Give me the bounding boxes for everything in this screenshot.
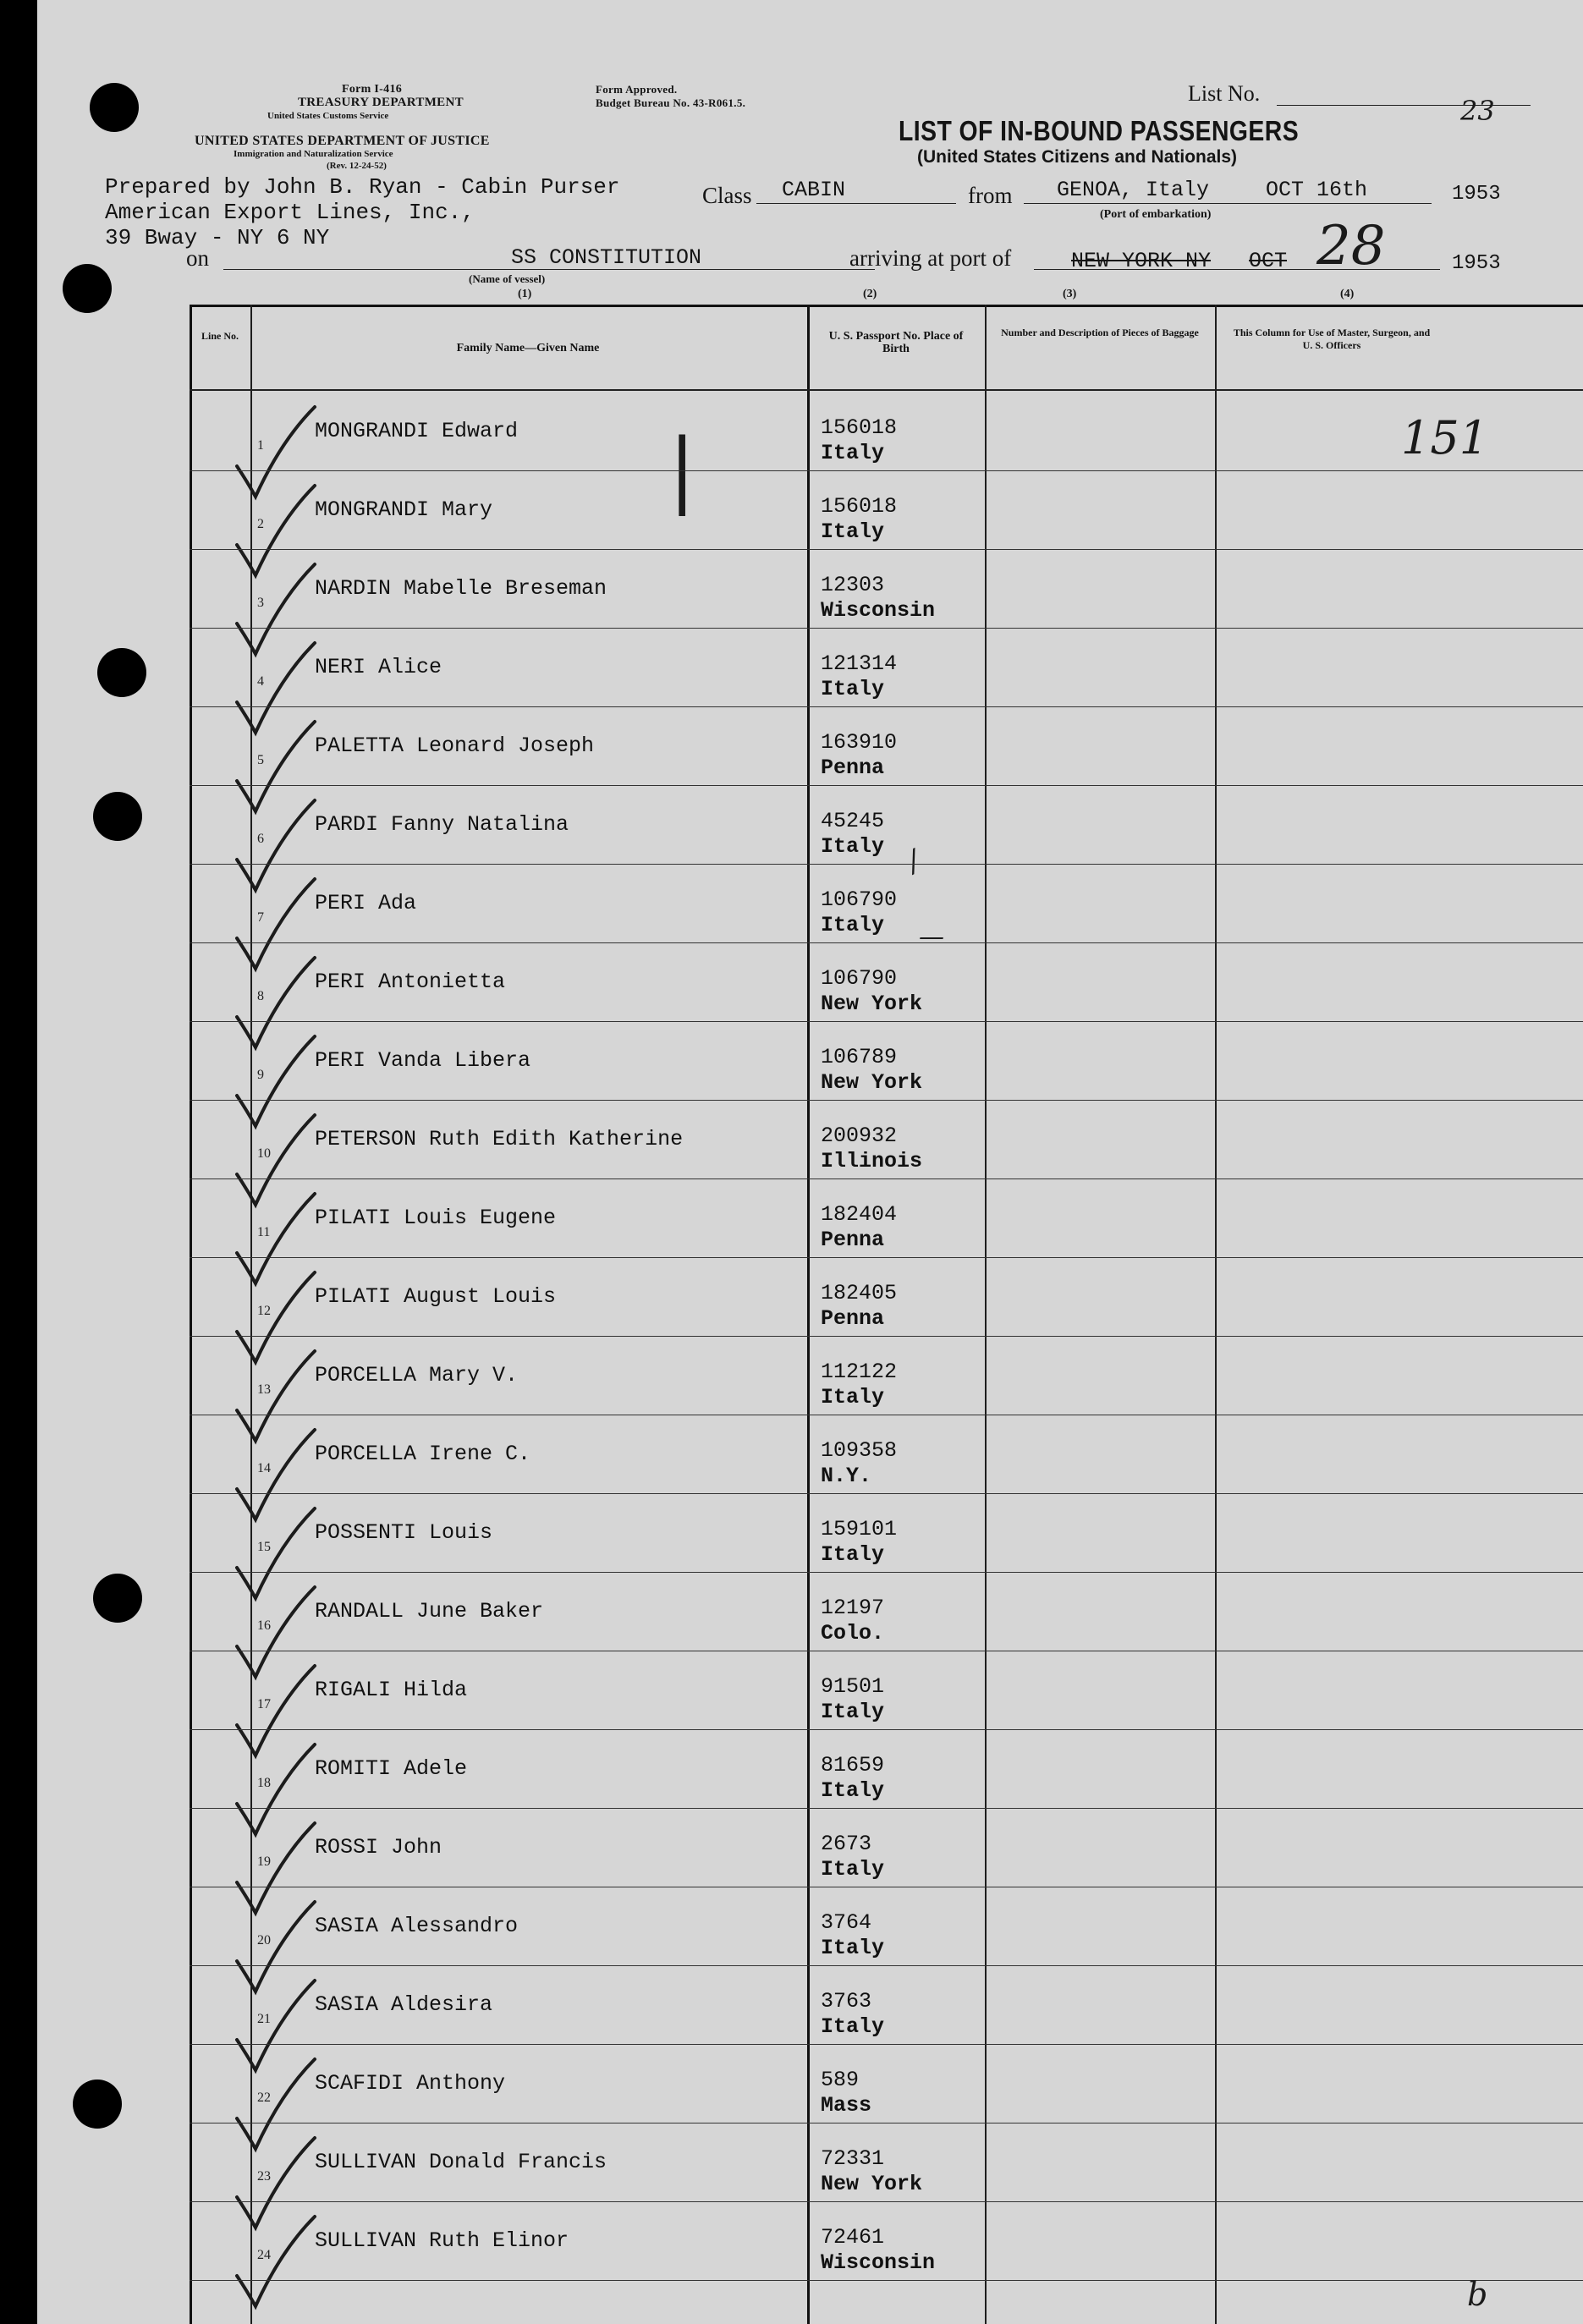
passport-number: 106790	[821, 887, 898, 912]
passport-number: 163910	[821, 730, 898, 755]
table-row	[190, 1415, 1583, 1493]
table-row	[190, 1178, 1583, 1257]
passport-number: 109358	[821, 1438, 898, 1463]
passenger-name: SASIA Alessandro	[315, 1914, 519, 1938]
passenger-name: NERI Alice	[315, 655, 442, 679]
page-number-mark: b	[1467, 2276, 1488, 2313]
line-number: 18	[257, 1776, 271, 1790]
line-number: 14	[257, 1461, 271, 1475]
passport-cell	[821, 1674, 884, 1725]
punch-hole	[93, 792, 142, 841]
passport-cell	[821, 2225, 935, 2276]
place-of-birth: Wisconsin	[821, 598, 936, 623]
passport-number: 112122	[821, 1360, 898, 1384]
port-embark-label: (Port of embarkation)	[1100, 208, 1212, 221]
class-label: Class	[702, 183, 752, 208]
place-of-birth: Italy	[821, 441, 885, 465]
budget-bureau: Budget Bureau No. 43-R061.5.	[596, 96, 746, 109]
table-row	[190, 785, 1583, 864]
handwritten-mark: |	[668, 421, 696, 516]
passport-number: 106790	[821, 966, 898, 991]
col-num-3: (3)	[1063, 288, 1077, 300]
table-row	[190, 1336, 1583, 1415]
passenger-table	[190, 305, 1583, 2324]
line-number: 4	[257, 674, 264, 689]
place-of-birth: Penna	[821, 755, 885, 780]
passenger-name: PORCELLA Mary V.	[315, 1363, 519, 1387]
header-name: Family Name—Given Name	[456, 342, 600, 354]
embark-year: 1953	[1452, 183, 1501, 206]
passport-cell	[821, 1438, 897, 1489]
prepared-company: American Export Lines, Inc.,	[105, 200, 475, 225]
place-of-birth: Mass	[821, 2093, 872, 2118]
passport-number: 3763	[821, 1989, 872, 2014]
list-no-label: List No.	[1188, 81, 1261, 106]
passport-cell	[821, 1832, 884, 1882]
place-of-birth: Penna	[821, 1228, 885, 1252]
line-number: 11	[257, 1225, 271, 1239]
place-of-birth: Wisconsin	[821, 2250, 936, 2275]
table-row	[190, 942, 1583, 1021]
passenger-name: NARDIN Mabelle Breseman	[315, 576, 607, 601]
arriving-label: arriving at port of	[849, 245, 1012, 271]
place-of-birth: Penna	[821, 1306, 885, 1331]
arrival-year: 1953	[1452, 252, 1501, 275]
passport-cell	[821, 651, 897, 702]
passport-cell	[821, 573, 935, 624]
passenger-name: PERI Ada	[315, 891, 417, 915]
line-number: 24	[257, 2248, 271, 2262]
passport-cell	[821, 887, 897, 938]
table-row	[190, 1965, 1583, 2044]
passenger-name: PARDI Fanny Natalina	[315, 812, 569, 837]
punch-hole	[93, 1574, 142, 1623]
embark-port: GENOA, Italy	[1057, 178, 1210, 202]
punch-hole	[90, 83, 139, 132]
passenger-name: PETERSON Ruth Edith Katherine	[315, 1127, 684, 1151]
place-of-birth: New York	[821, 2172, 923, 2196]
passport-cell	[821, 1045, 922, 1096]
passport-cell	[821, 1753, 884, 1804]
passport-number: 106789	[821, 1045, 898, 1069]
passport-number: 72461	[821, 2225, 885, 2250]
passenger-name: RANDALL June Baker	[315, 1599, 544, 1624]
passport-number: 2673	[821, 1832, 872, 1856]
place-of-birth: Italy	[821, 677, 885, 701]
table-row	[190, 1808, 1583, 1887]
list-title: LIST OF IN-BOUND PASSENGERS	[899, 115, 1300, 146]
form-number: Form I-416	[342, 83, 403, 96]
passport-cell	[821, 809, 884, 860]
arrival-month: OCT	[1249, 249, 1288, 273]
table-row	[190, 628, 1583, 706]
passenger-name: MONGRANDI Mary	[315, 497, 493, 522]
passenger-name: SCAFIDI Anthony	[315, 2071, 506, 2096]
line-number: 2	[257, 517, 264, 531]
from-label: from	[968, 183, 1013, 208]
place-of-birth: N.Y.	[821, 1464, 872, 1488]
col-num-2: (2)	[863, 288, 877, 300]
list-subtitle: (United States Citizens and Nationals)	[917, 147, 1238, 167]
passport-number: 156018	[821, 494, 898, 519]
passport-number: 182404	[821, 1202, 898, 1227]
passport-cell	[821, 1989, 884, 2040]
punch-hole	[63, 264, 112, 313]
table-row	[190, 864, 1583, 942]
table-row	[190, 2123, 1583, 2201]
table-row	[190, 1100, 1583, 1178]
passenger-name: SULLIVAN Donald Francis	[315, 2150, 607, 2174]
table-row	[190, 470, 1583, 549]
passport-number: 200932	[821, 1124, 898, 1148]
count-annotation: 151	[1401, 411, 1489, 464]
header-baggage: Number and Description of Pieces of Baggage	[1001, 327, 1199, 338]
passport-cell	[821, 2146, 922, 2197]
table-row	[190, 2201, 1583, 2280]
passport-cell	[821, 415, 897, 466]
line-number: 7	[257, 910, 264, 925]
rev-date: (Rev. 12-24-52)	[327, 161, 387, 171]
passport-cell	[821, 2068, 871, 2118]
prepared-by: Prepared by John B. Ryan - Cabin Purser	[105, 174, 620, 200]
line-number: 13	[257, 1382, 271, 1397]
passport-number: 45245	[821, 809, 885, 833]
passport-cell	[821, 1281, 897, 1332]
table-row	[190, 1257, 1583, 1336]
passport-cell	[821, 494, 897, 545]
place-of-birth: Italy	[821, 1778, 885, 1803]
prepared-address: 39 Bway - NY 6 NY	[105, 225, 330, 250]
passenger-name: ROSSI John	[315, 1835, 442, 1860]
line-number: 9	[257, 1068, 264, 1082]
passport-cell	[821, 730, 897, 781]
table-row	[190, 706, 1583, 785]
header-officers: This Column for Use of Master, Surgeon, and U. S. Officers	[1233, 327, 1431, 351]
passenger-name: PALETTA Leonard Joseph	[315, 733, 595, 758]
line-number: 8	[257, 989, 264, 1003]
passenger-name: PERI Antonietta	[315, 970, 506, 994]
document-page	[37, 0, 1583, 2324]
table-row	[190, 392, 1583, 470]
passport-number: 12303	[821, 573, 885, 597]
line-number: 3	[257, 596, 264, 610]
tick-mark: /	[902, 843, 926, 879]
place-of-birth: Italy	[821, 1857, 885, 1882]
header-passport: U. S. Passport No. Place of Birth	[828, 330, 964, 355]
punch-hole	[97, 648, 146, 697]
ins: Immigration and Naturalization Service	[234, 149, 393, 159]
passport-number: 156018	[821, 415, 898, 440]
table-row	[190, 1493, 1583, 1572]
passport-cell	[821, 1596, 884, 1646]
passport-number: 12197	[821, 1596, 885, 1620]
passenger-name: SULLIVAN Ruth Elinor	[315, 2228, 569, 2253]
arrival-day: 28	[1316, 215, 1386, 277]
line-number: 17	[257, 1697, 271, 1711]
passenger-name: PILATI August Louis	[315, 1284, 557, 1309]
on-label: on	[186, 245, 209, 271]
line-number: 16	[257, 1618, 271, 1633]
passenger-name: ROMITI Adele	[315, 1756, 468, 1781]
passport-cell	[821, 1517, 897, 1568]
vessel-name: SS CONSTITUTION	[511, 245, 702, 270]
line-number: 6	[257, 832, 264, 846]
passport-number: 3764	[821, 1910, 872, 1935]
passenger-name: MONGRANDI Edward	[315, 419, 519, 443]
place-of-birth: Italy	[821, 1936, 885, 1960]
table-row	[190, 1021, 1583, 1100]
passenger-name: RIGALI Hilda	[315, 1678, 468, 1702]
arrival-port: NEW YORK NY	[1071, 249, 1212, 273]
passport-number: 91501	[821, 1674, 885, 1699]
place-of-birth: Italy	[821, 1385, 885, 1409]
place-of-birth: New York	[821, 1070, 923, 1095]
passport-cell	[821, 1360, 897, 1410]
col-num-4: (4)	[1340, 288, 1355, 300]
punch-hole	[73, 2080, 122, 2129]
passport-cell	[821, 1910, 884, 1961]
dash-mark: —	[919, 922, 944, 952]
list-number: 23	[1460, 95, 1495, 127]
passport-number: 81659	[821, 1753, 885, 1777]
place-of-birth: Italy	[821, 834, 885, 859]
line-number: 19	[257, 1854, 271, 1869]
table-row	[190, 1572, 1583, 1651]
place-of-birth: Italy	[821, 2014, 885, 2039]
form-approved: Form Approved.	[596, 83, 678, 96]
line-number: 20	[257, 1933, 271, 1948]
class-value: CABIN	[782, 178, 846, 202]
table-row	[190, 549, 1583, 628]
embark-date: OCT 16th	[1266, 178, 1368, 202]
passport-cell	[821, 1124, 922, 1174]
doj: UNITED STATES DEPARTMENT OF JUSTICE	[195, 134, 490, 148]
passenger-name: PORCELLA Irene C.	[315, 1442, 531, 1466]
line-number: 22	[257, 2091, 271, 2105]
table-row	[190, 1729, 1583, 1808]
line-number: 23	[257, 2169, 271, 2184]
place-of-birth: Colo.	[821, 1621, 885, 1645]
line-number: 1	[257, 438, 264, 453]
place-of-birth: Italy	[821, 519, 885, 544]
header-line-no: Line No.	[201, 330, 239, 342]
passport-number: 589	[821, 2068, 860, 2092]
customs-service: United States Customs Service	[267, 111, 389, 121]
line-number: 15	[257, 1540, 271, 1554]
col-num-1: (1)	[518, 288, 532, 300]
passport-number: 121314	[821, 651, 898, 676]
line-number: 10	[257, 1146, 271, 1161]
line-number: 5	[257, 753, 264, 767]
passport-number: 159101	[821, 1517, 898, 1541]
place-of-birth: Italy	[821, 1700, 885, 1724]
passport-number: 182405	[821, 1281, 898, 1305]
passenger-name: PERI Vanda Libera	[315, 1048, 531, 1073]
check-mark-icon	[230, 2217, 315, 2310]
passport-cell	[821, 966, 922, 1017]
vessel-label: (Name of vessel)	[469, 272, 546, 285]
place-of-birth: New York	[821, 992, 923, 1016]
place-of-birth: Italy	[821, 1542, 885, 1567]
passport-cell	[821, 1202, 897, 1253]
treasury-department: TREASURY DEPARTMENT	[298, 96, 464, 109]
table-row	[190, 1887, 1583, 1965]
passport-number: 72331	[821, 2146, 885, 2171]
passenger-name: PILATI Louis Eugene	[315, 1206, 557, 1230]
place-of-birth: Illinois	[821, 1149, 923, 1173]
line-number: 12	[257, 1304, 271, 1318]
line-number: 21	[257, 2012, 271, 2026]
table-row	[190, 2044, 1583, 2123]
table-row	[190, 1651, 1583, 1729]
place-of-birth: Italy	[821, 913, 885, 937]
passenger-name: SASIA Aldesira	[315, 1992, 493, 2017]
passenger-name: POSSENTI Louis	[315, 1520, 493, 1545]
